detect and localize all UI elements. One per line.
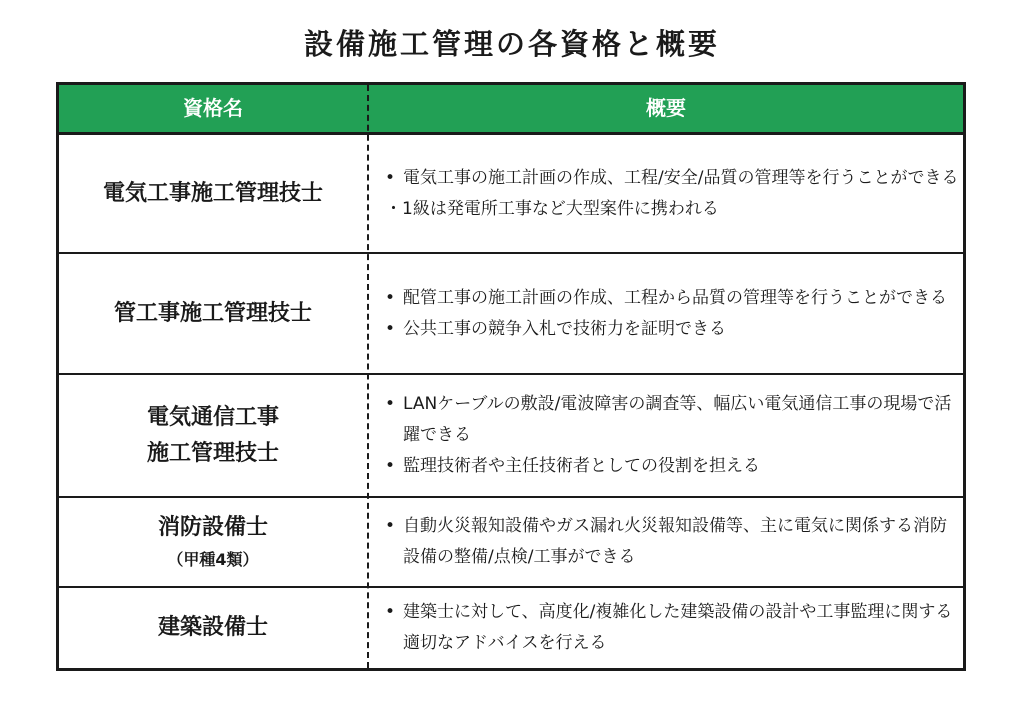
table-row-denki-koji (59, 135, 963, 254)
qualification-name (59, 498, 367, 586)
qualification-name (59, 588, 367, 668)
bullet-icon: • (385, 516, 396, 536)
summary-list (381, 498, 959, 586)
bullet-icon: • (385, 318, 396, 339)
summary-list (381, 588, 959, 668)
header-summary: 概要 (646, 96, 686, 120)
qualification-name-line: 建築設備士 (157, 615, 268, 640)
summary-item: • 監理技術者や主任技術者としての役割を担える (381, 451, 959, 482)
table-row-kan-koji (59, 254, 963, 375)
table-header (59, 85, 963, 135)
bullet-icon: • (385, 456, 396, 476)
qualification-name (59, 254, 367, 373)
qualification-name-line: 電気工事施工管理技士 (102, 180, 323, 206)
page-title: 設備施工管理の各資格と概要 (303, 27, 720, 61)
bullet-icon: • (385, 167, 396, 188)
summary-item: • 公共工事の競争入札で技術力を証明できる (381, 314, 959, 345)
qualification-name (59, 375, 367, 496)
table-row-kenchiku-setsubi (59, 588, 963, 668)
header-qualification-name: 資格名 (183, 96, 243, 120)
summary-item: • LANケーブルの敷設/電波障害の調査等、幅広い電気通信工事の現場で活躍できる (381, 389, 959, 451)
qualification-table (56, 82, 966, 671)
summary-item: ・1級は発電所工事など大型案件に携われる (385, 198, 719, 219)
summary-item: • 電気工事の施工計画の作成、工程/安全/品質の管理等を行うことができる (381, 163, 959, 194)
summary-item: • 自動火災報知設備やガス漏れ火災報知設備等、主に電気に関係する消防設備の整備/点検/工事ができる (381, 511, 959, 573)
bullet-icon: • (385, 602, 396, 622)
summary-item: • 建築士に対して、高度化/複雑化した建築設備の設計や工事監理に関する適切なアドバイスを行える (381, 597, 959, 659)
table-row-denki-tsushin (59, 375, 963, 498)
qualification-name-line: 管工事施工管理技士 (113, 300, 312, 326)
summary-list (381, 375, 959, 496)
qualification-name-line: 消防設備士 (157, 515, 268, 540)
qualification-name-line: 施工管理技士 (146, 440, 279, 466)
table-row-shobo (59, 498, 963, 588)
summary-item: • 配管工事の施工計画の作成、工程から品質の管理等を行うことができる (381, 283, 959, 314)
qualification-name-line: 電気通信工事 (146, 404, 279, 430)
qualification-name-sub: （甲種4類） (167, 550, 259, 569)
bullet-icon: • (385, 287, 396, 308)
summary-list (381, 254, 959, 373)
bullet-icon: • (385, 394, 396, 414)
column-divider (367, 85, 369, 668)
qualification-name (59, 135, 367, 252)
summary-list (381, 135, 959, 252)
